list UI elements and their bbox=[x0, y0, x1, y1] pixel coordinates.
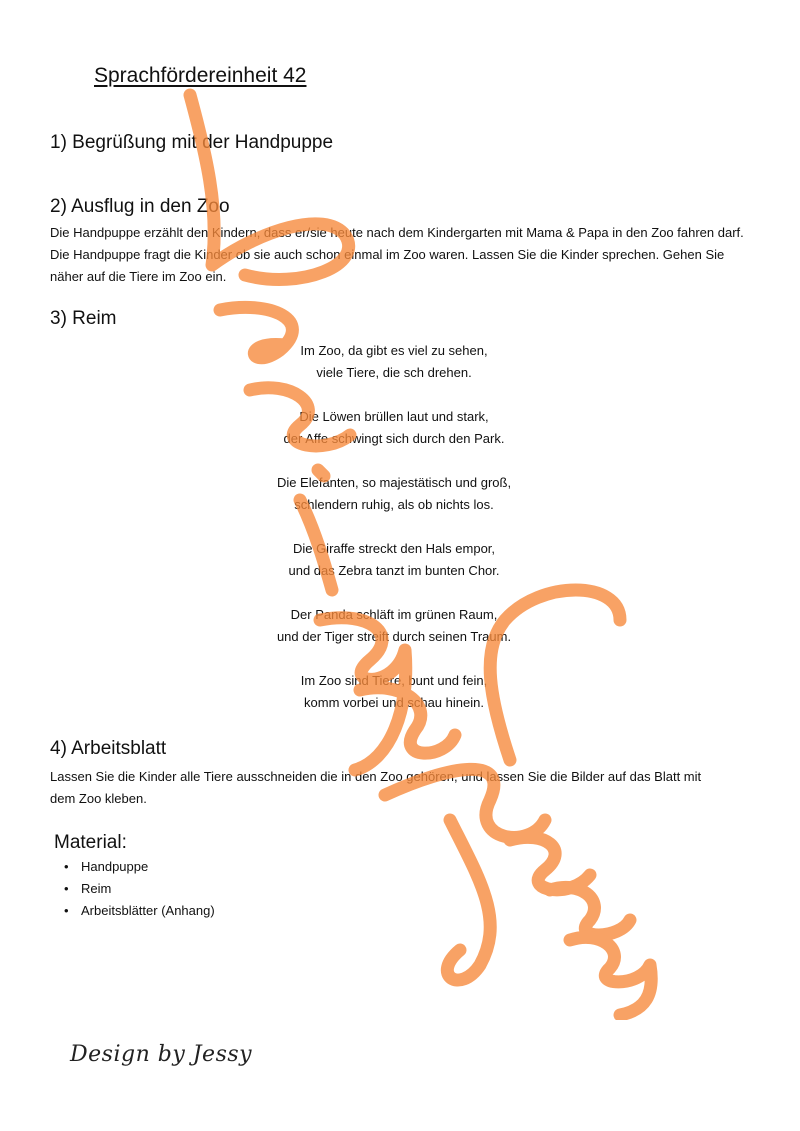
section-1-heading: 1) Begrüßung mit der Handpuppe bbox=[50, 132, 334, 153]
section-3-heading: 3) Reim bbox=[50, 308, 117, 329]
poem-stanza bbox=[194, 538, 594, 582]
material-list bbox=[62, 856, 215, 922]
material-item: • Reim bbox=[62, 878, 215, 900]
poem-line: Im Zoo sind Tiere, bunt und fein, bbox=[300, 673, 488, 688]
poem-stanza bbox=[194, 340, 594, 384]
rhyme-poem bbox=[194, 340, 594, 736]
page-title: Sprachfördereinheit 42 bbox=[94, 64, 307, 87]
material-item: • Arbeitsblätter (Anhang) bbox=[62, 900, 215, 922]
poem-line: der Affe schwingt sich durch den Park. bbox=[283, 431, 505, 446]
poem-line: Im Zoo, da gibt es viel zu sehen, bbox=[300, 343, 488, 358]
poem-line: Die Elefanten, so majestätisch und groß, bbox=[276, 475, 512, 490]
poem-line: komm vorbei und schau hinein. bbox=[304, 695, 484, 710]
poem-line: und das Zebra tanzt im bunten Chor. bbox=[288, 563, 500, 578]
material-heading: Material: bbox=[54, 832, 127, 853]
section-4-heading: 4) Arbeitsblatt bbox=[50, 738, 167, 759]
poem-line: Die Giraffe streckt den Hals empor, bbox=[292, 541, 496, 556]
section-2-text: Die Handpuppe erzählt den Kindern, dass er/sie heute nach dem Kindergarten mit Mama & Papa in den Zoo fahren darf. Die Handpuppe fragt die Kinder ob sie auch schon einmal im Zoo waren. Lassen Sie die Kinder sprechen. Gehen Sie näher auf die Tiere im Zoo ein. bbox=[50, 225, 744, 284]
section-2-heading: 2) Ausflug in den Zoo bbox=[50, 196, 230, 217]
poem-stanza bbox=[194, 406, 594, 450]
material-item: • Handpuppe bbox=[62, 856, 215, 878]
section-4-text: Lassen Sie die Kinder alle Tiere ausschneiden die in den Zoo gehören, und lassen Sie die Bilder auf das Blatt mit dem Zoo kleben. bbox=[50, 769, 702, 806]
poem-stanza bbox=[194, 604, 594, 648]
poem-stanza bbox=[194, 472, 594, 516]
poem-line: schlendern ruhig, als ob nichts los. bbox=[294, 497, 494, 512]
footer-signature: Design by Jessy bbox=[70, 1042, 253, 1067]
poem-line: Die Löwen brüllen laut und stark, bbox=[299, 409, 489, 424]
poem-line: und der Tiger streift durch seinen Traum. bbox=[276, 629, 512, 644]
poem-line: viele Tiere, die sch drehen. bbox=[316, 365, 472, 380]
poem-line: Der Panda schläft im grünen Raum, bbox=[290, 607, 498, 622]
poem-stanza bbox=[194, 670, 594, 714]
